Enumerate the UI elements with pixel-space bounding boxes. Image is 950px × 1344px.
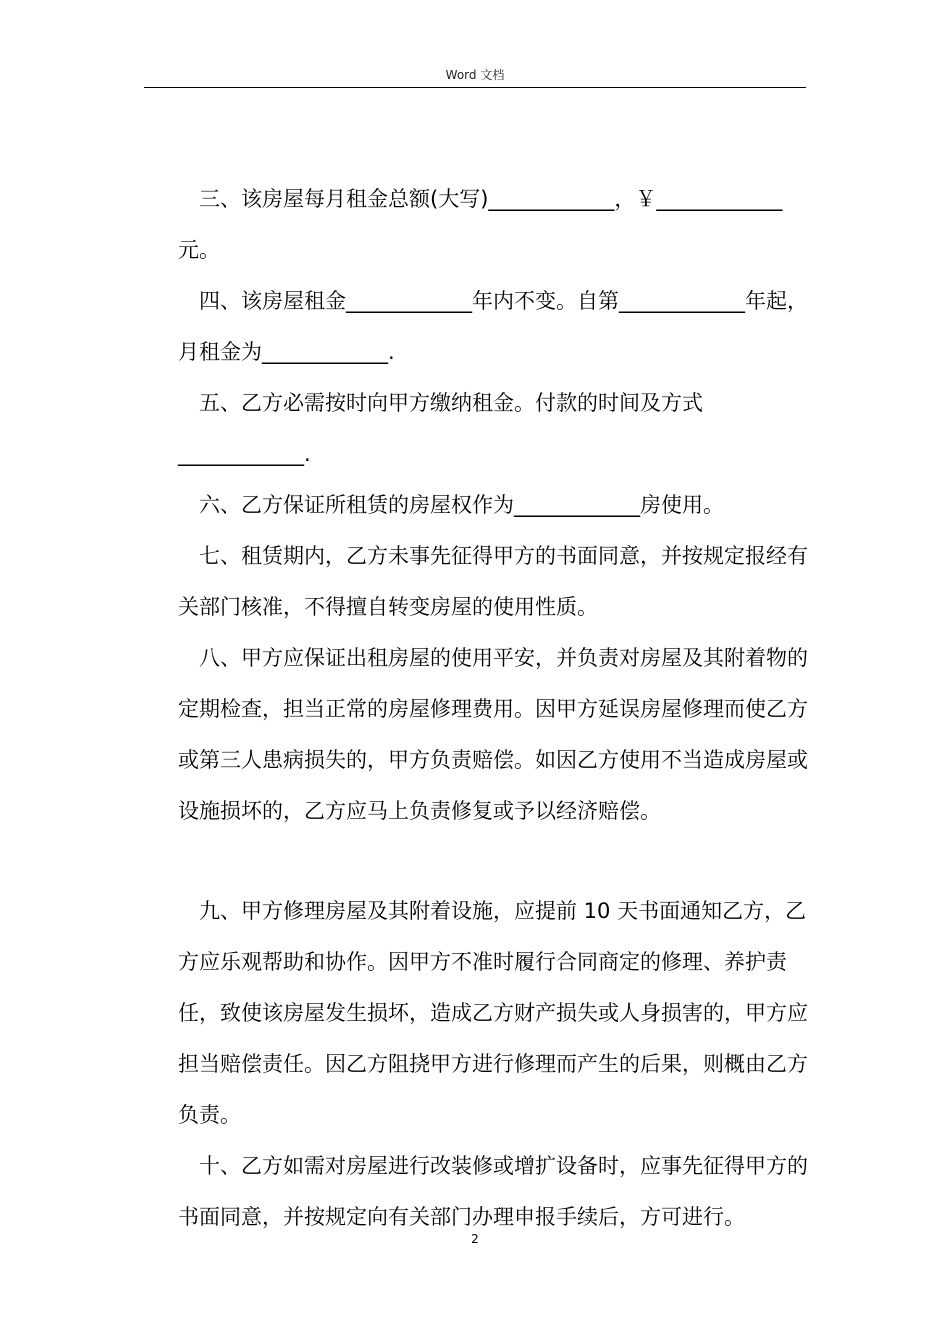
paragraph-gap [178, 837, 808, 886]
header-title: Word 文档 [445, 68, 505, 82]
clause-3: 三、该房屋每月租金总额(大写)____________，￥____________元。 [178, 187, 783, 262]
clause-8: 八、甲方应保证出租房屋的使用平安，并负责对房屋及其附着物的定期检查，担当正常的房屋修理费用。因甲方延误房屋修理而使乙方或第三人患病损失的，甲方负责赔偿。如因乙方使用不当造成房屋或设施损坏的，乙方应马上负责修复或予以经济赔偿。 [178, 646, 808, 823]
clause-5: 五、乙方必需按时向甲方缴纳租金。付款的时间及方式____________. [178, 391, 703, 466]
clause-10: 十、乙方如需对房屋进行改装修或增扩设备时，应事先征得甲方的书面同意，并按规定向有关部门办理申报手续后，方可进行。 [178, 1154, 808, 1229]
clause-9: 九、甲方修理房屋及其附着设施，应提前 10 天书面通知乙方，乙方应乐观帮助和协作。因甲方不准时履行合同商定的修理、养护责任，致使该房屋发生损坏，造成乙方财产损失或人身损害的，甲方应担当赔偿责任。因乙方阻挠甲方进行修理而产生的后果，则概由乙方负责。 [178, 899, 808, 1127]
page-number: 2 [471, 1232, 479, 1246]
clause-6: 六、乙方保证所租赁的房屋权作为____________房使用。 [199, 493, 724, 517]
clause-4: 四、该房屋租金____________年内不变。自第____________年起，月租金为____________. [178, 289, 808, 364]
header-rule [144, 87, 806, 88]
clause-7: 七、租赁期内，乙方未事先征得甲方的书面同意，并按规定报经有关部门核准，不得擅自转变房屋的使用性质。 [178, 544, 808, 619]
document-body [178, 174, 808, 1243]
